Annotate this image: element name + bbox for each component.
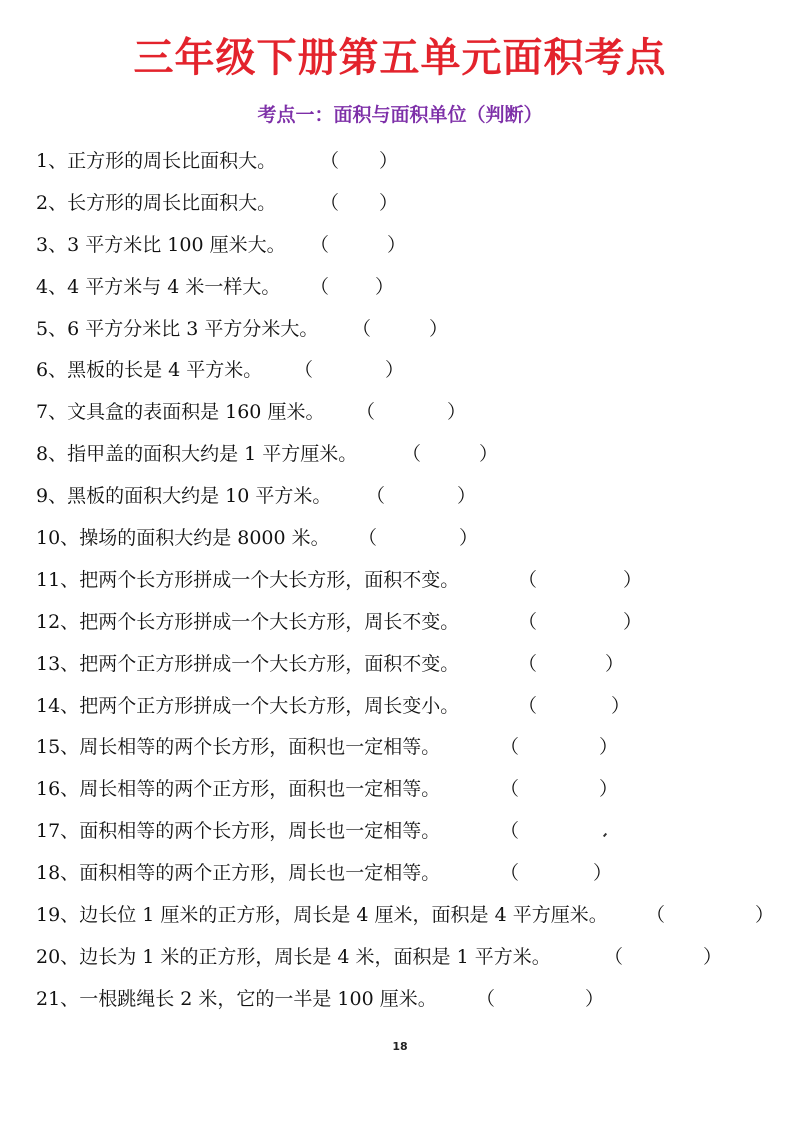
close-paren: ） xyxy=(610,694,630,717)
close-paren: ） xyxy=(378,150,398,172)
question-number: 2、 xyxy=(36,191,68,214)
open-paren: （ xyxy=(500,736,520,759)
page-title: 三年级下册第五单元面积考点 xyxy=(133,34,667,81)
question-item xyxy=(36,895,776,937)
question-number: 21、 xyxy=(36,987,80,1010)
question-text: 一根跳绳长 2 米，它的一半是 100 厘米。 xyxy=(79,987,437,1010)
question-number: 19、 xyxy=(36,904,80,927)
question-text: 把两个长方形拼成一个大长方形，面积不变。 xyxy=(79,568,460,591)
open-paren: （ xyxy=(310,275,330,298)
question-number: 16、 xyxy=(36,778,80,801)
question-item xyxy=(36,644,776,686)
answer-blank[interactable] xyxy=(476,979,604,1021)
question-item xyxy=(36,476,776,518)
question-number: 17、 xyxy=(36,820,80,843)
close-paren: ） xyxy=(456,485,476,508)
close-paren: ） xyxy=(386,233,406,256)
page-number: 18 xyxy=(392,1040,408,1053)
open-paren: （ xyxy=(518,610,538,633)
answer-blank[interactable] xyxy=(352,309,448,351)
question-number: 1、 xyxy=(36,150,68,172)
answer-blank[interactable] xyxy=(320,183,398,225)
answer-blank[interactable] xyxy=(604,937,722,979)
question-text: 正方形的周长比面积大。 xyxy=(67,150,277,172)
question-item xyxy=(36,518,776,560)
question-list xyxy=(36,141,776,1021)
question-number: 20、 xyxy=(36,945,80,968)
answer-blank[interactable] xyxy=(356,392,466,434)
answer-blank[interactable] xyxy=(518,686,630,728)
question-item xyxy=(36,560,776,602)
close-paren: ） xyxy=(598,736,618,759)
question-text: 4 平方米与 4 米一样大。 xyxy=(67,275,281,298)
answer-blank[interactable] xyxy=(646,895,774,937)
close-paren: ） xyxy=(446,401,466,424)
question-item xyxy=(36,979,776,1021)
open-paren: （ xyxy=(310,233,330,256)
question-number: 15、 xyxy=(36,736,80,759)
question-number: 18、 xyxy=(36,862,80,885)
answer-blank[interactable] xyxy=(518,560,642,602)
question-number: 11、 xyxy=(36,568,80,591)
close-paren: ） xyxy=(622,568,642,591)
open-paren: （ xyxy=(604,945,624,968)
close-paren: ） xyxy=(478,443,498,466)
question-item xyxy=(36,350,776,392)
question-text: 把两个正方形拼成一个大长方形，周长变小。 xyxy=(79,694,460,717)
question-number: 6、 xyxy=(36,359,68,382)
open-paren: （ xyxy=(476,987,496,1010)
close-paren: ） xyxy=(428,317,448,340)
open-paren: （ xyxy=(518,652,538,675)
question-text: 长方形的周长比面积大。 xyxy=(67,191,277,214)
question-item xyxy=(36,225,776,267)
open-paren: （ xyxy=(320,191,340,214)
close-paren: ） xyxy=(754,904,774,927)
question-text: 周长相等的两个正方形，面积也一定相等。 xyxy=(79,778,441,801)
question-number: 3、 xyxy=(36,233,68,256)
question-item xyxy=(36,727,776,769)
close-paren: ） xyxy=(584,987,604,1010)
close-paren: ） xyxy=(702,945,722,968)
question-text: 把两个正方形拼成一个大长方形，面积不变。 xyxy=(79,652,460,675)
answer-blank[interactable] xyxy=(500,727,618,769)
answer-blank[interactable] xyxy=(402,434,498,476)
open-paren: （ xyxy=(500,820,520,843)
open-paren: （ xyxy=(500,778,520,801)
open-paren: （ xyxy=(366,485,386,508)
answer-blank[interactable] xyxy=(310,267,394,309)
question-number: 13、 xyxy=(36,652,80,675)
close-paren: ） xyxy=(598,778,618,801)
answer-blank[interactable] xyxy=(500,853,612,895)
question-text: 边长位 1 厘米的正方形，周长是 4 厘米，面积是 4 平方厘米。 xyxy=(79,904,608,927)
question-number: 5、 xyxy=(36,317,68,340)
open-paren: （ xyxy=(320,150,340,172)
question-text: 黑板的长是 4 平方米。 xyxy=(67,359,263,382)
question-item xyxy=(36,267,776,309)
question-item xyxy=(36,434,776,476)
question-text: 3 平方米比 100 厘米大。 xyxy=(67,233,286,256)
question-text: 把两个长方形拼成一个大长方形，周长不变。 xyxy=(79,610,460,633)
question-item xyxy=(36,853,776,895)
question-number: 8、 xyxy=(36,443,68,466)
question-text: 面积相等的两个长方形，周长也一定相等。 xyxy=(79,820,441,843)
question-text: 文具盒的表面积是 160 厘米。 xyxy=(67,401,325,424)
answer-blank[interactable] xyxy=(310,225,406,267)
answer-blank[interactable] xyxy=(358,518,478,560)
answer-blank[interactable] xyxy=(500,811,618,853)
question-item xyxy=(36,811,776,853)
question-text: 边长为 1 米的正方形，周长是 4 米，面积是 1 平方米。 xyxy=(79,945,551,968)
question-item xyxy=(36,309,776,351)
close-paren: ） xyxy=(604,652,624,675)
close-paren: ） xyxy=(592,862,612,885)
close-paren: ） xyxy=(622,610,642,633)
question-number: 14、 xyxy=(36,694,80,717)
open-paren: （ xyxy=(356,401,376,424)
question-number: 4、 xyxy=(36,275,68,298)
open-paren: （ xyxy=(402,443,422,466)
question-item xyxy=(36,141,776,183)
open-paren: （ xyxy=(500,862,520,885)
question-item xyxy=(36,769,776,811)
open-paren: （ xyxy=(646,904,666,927)
close-paren: ） xyxy=(374,275,394,298)
question-item xyxy=(36,937,776,979)
open-paren: （ xyxy=(358,527,378,550)
question-item xyxy=(36,392,776,434)
open-paren: （ xyxy=(294,359,314,382)
close-paren: ） xyxy=(458,527,478,550)
question-item xyxy=(36,183,776,225)
question-number: 7、 xyxy=(36,401,68,424)
answer-blank[interactable] xyxy=(320,141,398,183)
question-item xyxy=(36,686,776,728)
open-paren: （ xyxy=(518,568,538,591)
question-text: 周长相等的两个长方形，面积也一定相等。 xyxy=(79,736,441,759)
question-text: 操场的面积大约是 8000 米。 xyxy=(79,527,330,550)
question-number: 10、 xyxy=(36,527,80,550)
close-paren: ） xyxy=(384,359,404,382)
answer-blank[interactable] xyxy=(518,644,624,686)
open-paren: （ xyxy=(518,694,538,717)
question-number: 12、 xyxy=(36,610,80,633)
section-subtitle: 考点一：面积与面积单位（判断） xyxy=(257,104,543,126)
answer-blank[interactable] xyxy=(366,476,476,518)
answer-blank[interactable] xyxy=(294,350,404,392)
question-text: 6 平方分米比 3 平方分米大。 xyxy=(67,317,319,340)
question-text: 指甲盖的面积大约是 1 平方厘米。 xyxy=(67,443,358,466)
answer-blank[interactable] xyxy=(500,769,618,811)
answer-blank[interactable] xyxy=(518,602,642,644)
open-paren: （ xyxy=(352,317,372,340)
question-text: 面积相等的两个正方形，周长也一定相等。 xyxy=(79,862,441,885)
question-text: 黑板的面积大约是 10 平方米。 xyxy=(67,485,332,508)
question-item xyxy=(36,602,776,644)
close-paren: ） xyxy=(378,191,398,214)
question-number: 9、 xyxy=(36,485,68,508)
